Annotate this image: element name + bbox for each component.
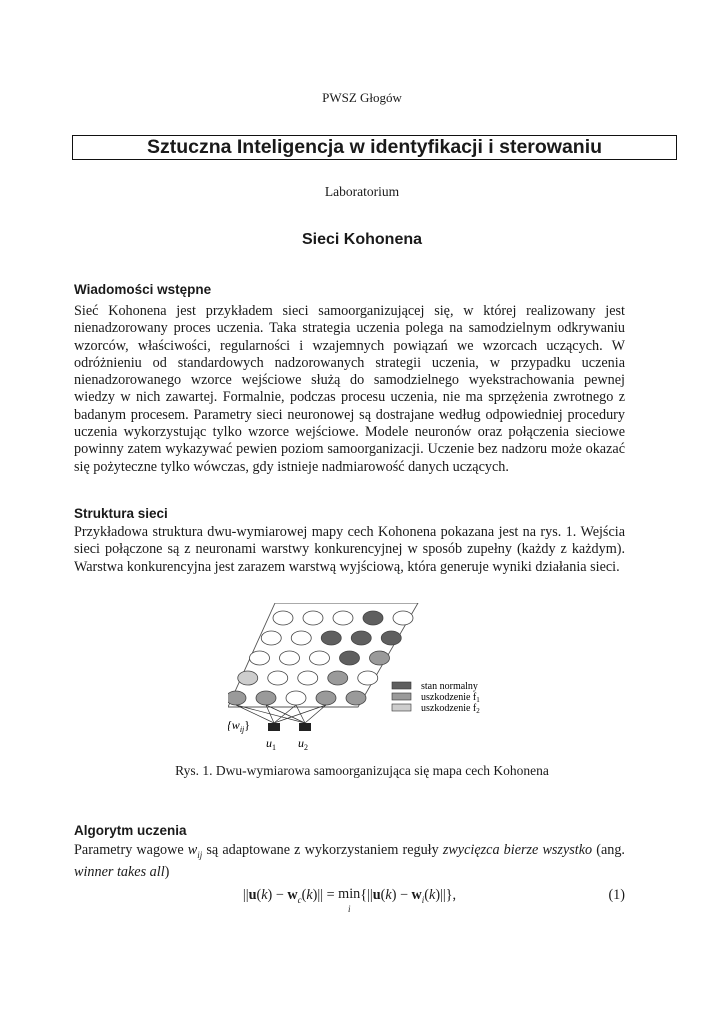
neuron-2-4 — [370, 651, 390, 665]
weight-symbol: w — [187, 842, 198, 858]
weights-label: $\{w_{ij}\}$ — [228, 718, 251, 734]
neuron-2-0 — [250, 651, 270, 665]
input-label-u2: $u_2$ — [298, 736, 308, 752]
neuron-0-4 — [393, 611, 413, 625]
neuron-0-3 — [363, 611, 383, 625]
neuron-1-2 — [321, 631, 341, 645]
connection-line-2-3 — [305, 705, 326, 723]
equation-body: $||u(k) - w_c(k)|| = \min$ $i\{||u(k) - w_i(k)||\}$, — [242, 886, 457, 914]
algorithm-text-1: Parametry wagowe — [74, 842, 188, 858]
neuron-3-4 — [358, 671, 378, 685]
legend-label-normal: stan normalny — [421, 681, 478, 692]
neuron-3-1 — [268, 671, 288, 685]
neuron-2-2 — [310, 651, 330, 665]
structure-paragraph: Przykładowa struktura dwu-wymiarowej mapy cech Kohonena pokazana jest na rys. 1. Wejścia sieci połączone są z neuronami warstwy konkurencyjnej w sposób zupełny (każdy z każdym). Warstwa konkurencyjna jest zarazem warstwą wyjściową, która generuje wyniki działania sieci. — [74, 524, 625, 575]
neuron-4-1 — [256, 691, 276, 705]
kohonen-map-diagram — [228, 603, 500, 753]
algorithm-paragraph — [74, 842, 625, 881]
neuron-2-3 — [340, 651, 360, 665]
neuron-3-2 — [298, 671, 318, 685]
intro-paragraph: Sieć Kohonena jest przykładem sieci samoorganizującej się, w której realizowany jest nienadzorowany proces uczenia. Taka strategia uczenia polega na samodzielnym odkrywaniu wzorców, właściwości, regularności i wzajemnych powiązań we wzorcach uczących. W odróżnieniu od standardowych nadzorowanych strategii uczenia, w przypadku uczenia nienadzorowanego wzorce wejściowe służą do samodzielnego wyekstrachowania pewnej wiedzy w nich zawartej. Formalnie, podczas procesu uczenia, nie ma sprzężenia zwrotnego z badanym procesem. Parametry sieci neuronowej są dostrajane według odpowiedniej procedury uczenia wykorzystując tylko wzorce wejściowe. Modele neuronów oraz połączenia sieciowe powinny zatem wykazywać pewien poziom samoorganizacji. Uczenie bez nadzoru może okazać się pożyteczne tylko wówczas, gdy istnieje nadmiarowość danych uczących. — [74, 303, 625, 475]
neuron-0-0 — [273, 611, 293, 625]
neuron-1-3 — [351, 631, 371, 645]
neuron-4-2 — [286, 691, 306, 705]
input-label-u1: $u_1$ — [266, 736, 276, 752]
legend — [392, 681, 480, 715]
connection-line-1-3 — [274, 705, 326, 723]
neuron-4-0 — [228, 691, 246, 705]
section-heading-structure: Struktura sieci — [74, 506, 168, 521]
institution-header: PWSZ Głogów — [322, 90, 402, 105]
neuron-2-1 — [280, 651, 300, 665]
doc-type-label: Laboratorium — [324, 184, 400, 199]
algorithm-text-2: są adaptowane z wykorzystaniem reguły — [202, 842, 443, 858]
neuron-4-3 — [316, 691, 336, 705]
neuron-4-4 — [346, 691, 366, 705]
equation-number: (1) — [608, 887, 625, 903]
neuron-3-0 — [238, 671, 258, 685]
connection-line-2-2 — [296, 705, 305, 723]
legend-label-fault2: uszkodzenie $f_2$ — [421, 703, 480, 715]
rule-name-english: winner takes all — [74, 864, 165, 881]
connection-line-1-0 — [236, 705, 274, 723]
course-title-box: Sztuczna Inteligencja w identyfikacji i sterowaniu — [72, 135, 677, 160]
legend-swatch-fault2 — [392, 704, 411, 711]
legend-label-fault1: uszkodzenie $f_1$ — [421, 692, 480, 704]
neuron-1-1 — [291, 631, 311, 645]
algorithm-text-4: ) — [164, 864, 170, 881]
input-node-u1 — [268, 723, 280, 731]
neuron-0-1 — [303, 611, 323, 625]
kohonen-map-figure — [228, 603, 500, 753]
neuron-3-3 — [328, 671, 348, 685]
figure-caption: Rys. 1. Dwu-wymiarowa samoorganizująca się mapa cech Kohonena — [175, 763, 549, 778]
neuron-1-4 — [381, 631, 401, 645]
neuron-1-0 — [261, 631, 281, 645]
lab-title: Sieci Kohonena — [301, 231, 423, 248]
legend-swatch-fault1 — [392, 693, 411, 700]
input-node-u2 — [299, 723, 311, 731]
weight-symbol-sub: ij — [197, 849, 203, 860]
algorithm-text-3: (ang. — [592, 842, 625, 858]
section-heading-algorithm: Algorytm uczenia — [74, 823, 187, 838]
section-heading-intro: Wiadomości wstępne — [74, 282, 212, 297]
legend-swatch-normal — [392, 682, 411, 689]
rule-name: zwycięzca bierze wszystko — [442, 842, 593, 858]
neuron-0-2 — [333, 611, 353, 625]
